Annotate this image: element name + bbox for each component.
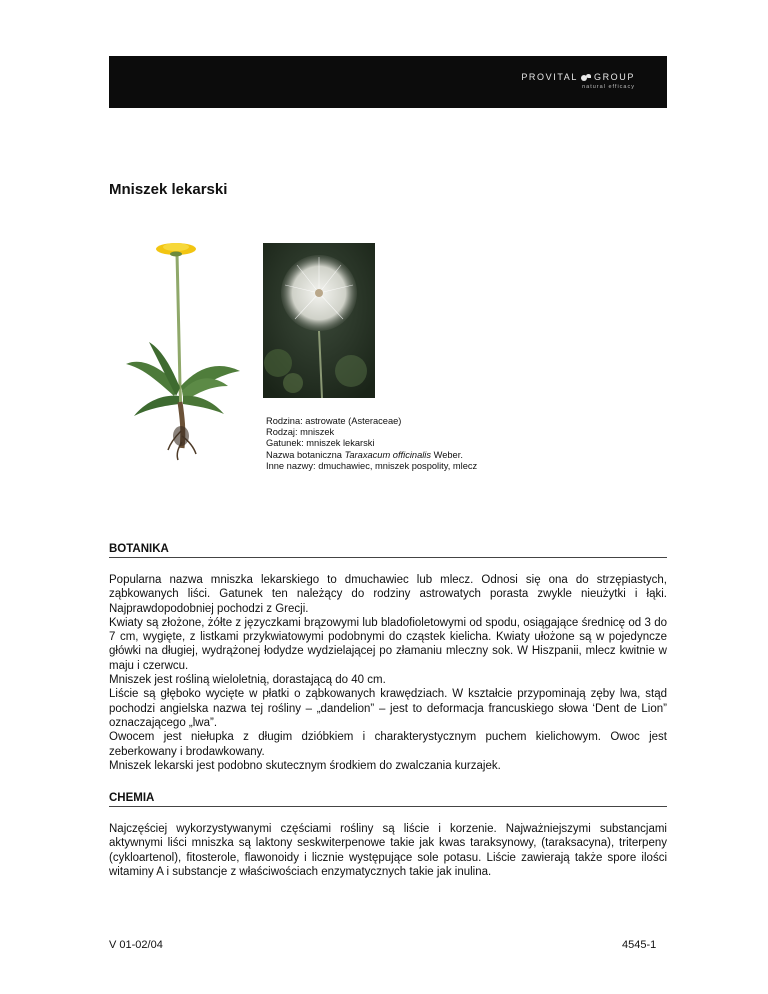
paragraph: Liście są głęboko wycięte w płatki o ząbkowanych krawędziach. W kształcie przypominają zęby lwa, stąd pochodzi angielska nazwa tej rośliny – „dandelion” – jest to deformacja francuskiego słowa ‘Dent de Lion” oznaczającego „lwa”. <box>109 688 667 729</box>
botanika-body <box>109 573 667 773</box>
paragraph: Kwiaty są złożone, żółte z języczkami brązowymi lub bladofioletowymi od spodu, osiągające średnicę od 3 do 7 cm, wygięte, z listkami przykwiatowymi podobnymi do cząstek kielicha. Kwiaty ułożone są w pojedyncze główki na długiej, wydrążonej łodydze wydzielającej po złamaniu mleczny sok. W Hiszpanii, mlecz kwitnie w maju i czerwcu. <box>109 616 667 672</box>
chemia-body <box>109 822 667 879</box>
brand-logo <box>521 72 635 90</box>
section-heading-botanika: BOTANIKA <box>109 543 667 558</box>
header-band <box>109 56 667 108</box>
paragraph: Mniszek lekarski jest podobno skutecznym środkiem do zwalczania kurzajek. <box>109 759 501 772</box>
dandelion-seedhead-photo <box>263 243 375 398</box>
caption-species: Gatunek: mniszek lekarski <box>266 438 375 449</box>
page-title: Mniszek lekarski <box>109 181 228 198</box>
brand-suffix: GROUP <box>593 72 635 82</box>
footer-version: V 01-02/04 <box>109 939 163 951</box>
botanical-name-italic: Taraxacum officinalis <box>344 449 432 460</box>
brand-tagline: natural efficacy <box>582 84 635 90</box>
paragraph: Popularna nazwa mniszka lekarskiego to dmuchawiec lub mlecz. Odnosi się ona do strzępiastych, ząbkowanych liści. Gatunek ten należący do rodziny astrowatych porasta zwykle nieużytki i łąki. Najprawdopodobniej pochodzi z Grecji. <box>109 574 667 615</box>
paragraph: Owocem jest niełupka z długim dzióbkiem i charakterystycznym puchem kielichowym. Owoc jest zeberkowany i brodawkowany. <box>109 731 667 758</box>
paragraph: Najczęściej wykorzystywanymi częściami rośliny są liście i korzenie. Najważniejszymi substancjami aktywnymi liści mniszka są laktony seskwiterpenowe takie jak kwas taraksynowy, (taraksacyna), triterpeny (cykloartenol), fitosterole, flawonoidy i licznie występujące sole potasu. Liście zawierają także spore ilości witaminy A i substancje z właściwościach enzymatycznych takie jak inulina. <box>109 823 667 878</box>
dandelion-plant-photo <box>124 236 242 462</box>
taxonomy-caption <box>266 416 477 472</box>
brand-name: PROVITAL <box>521 72 578 82</box>
caption-botanical-name: Nazwa botaniczna Taraxacum officinalis Weber. <box>266 449 463 460</box>
caption-genus: Rodzaj: mniszek <box>266 427 335 438</box>
leaf-logo-icon <box>581 74 591 81</box>
caption-other-names: Inne nazwy: dmuchawiec, mniszek pospolity, mlecz <box>266 460 478 471</box>
paragraph: Mniszek jest rośliną wieloletnią, dorastającą do 40 cm. <box>109 674 386 687</box>
section-heading-chemia: CHEMIA <box>109 792 667 807</box>
caption-family: Rodzina: astrowate (Asteraceae) <box>266 416 402 426</box>
footer-code: 4545-1 <box>622 939 657 951</box>
